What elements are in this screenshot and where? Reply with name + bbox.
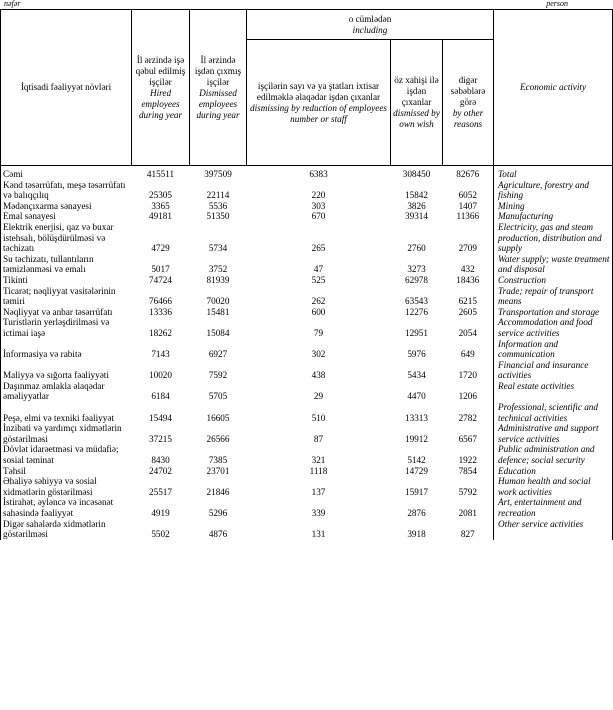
other-reasons-value: 432 xyxy=(460,264,475,275)
activity-name-en: Human health and social work activities xyxy=(494,476,613,497)
other-reasons-value: 7854 xyxy=(458,465,477,476)
other-reasons-value: 82676 xyxy=(456,169,480,179)
table-row xyxy=(1,317,613,338)
table-row xyxy=(1,360,613,381)
activity-name-en: Other service activities xyxy=(494,519,613,540)
header-other-en: by other reasons xyxy=(452,108,484,129)
reduction-value: 438 xyxy=(311,370,326,381)
header-including-az: o cümlədən xyxy=(348,13,392,24)
table-row xyxy=(1,519,613,540)
reduction-value: 47 xyxy=(313,264,324,275)
reduction-value: 303 xyxy=(311,200,326,211)
reduction-value: 510 xyxy=(311,412,326,423)
header-activity-az: İqtisadi fəaliyyət növləri xyxy=(1,10,132,166)
header-hired xyxy=(132,10,190,166)
activity-name-en: Information and communication xyxy=(494,339,613,360)
table-row xyxy=(1,254,613,275)
header-reduction xyxy=(247,40,391,166)
table-header xyxy=(1,10,613,166)
activity-name-az: Dövlət idarəetməsi və müdafiə; sosial təminat xyxy=(1,444,132,465)
hired-value: 10020 xyxy=(149,370,172,381)
header-dismissed-en: Dismissed employees during year xyxy=(196,87,240,120)
header-other xyxy=(443,40,494,166)
reduction-value: 525 xyxy=(311,274,326,285)
activity-name-en: Manufacturing xyxy=(494,211,613,222)
table-row xyxy=(1,476,613,497)
hired-value: 76466 xyxy=(149,296,172,307)
other-reasons-value: 6567 xyxy=(458,433,477,444)
dismissed-value: 15084 xyxy=(206,327,230,338)
reduction-value: 220 xyxy=(311,190,326,201)
dismissed-value: 5734 xyxy=(208,243,228,254)
activity-name-az: İstirahət, əyləncə və incəsənət sahəsində fəaliyyət xyxy=(1,497,132,518)
reduction-value: 137 xyxy=(311,486,326,497)
activity-name-en: Accommodation and food service activities xyxy=(494,317,613,338)
own-wish-value: 308450 xyxy=(402,169,431,179)
hired-value: 415511 xyxy=(146,169,175,179)
unit-label-az: nəfər xyxy=(4,0,21,8)
dismissed-value: 22114 xyxy=(206,190,230,201)
header-activity-en-text: Economic activity xyxy=(519,82,587,92)
header-reduction-az: işçilərin sayı və ya ştatları ixtisar edilməklə əlaqədar işdən çıxanlar xyxy=(256,80,381,102)
own-wish-value: 63543 xyxy=(405,296,428,307)
reduction-value: 29 xyxy=(313,391,324,402)
other-reasons-value: 6215 xyxy=(458,296,477,307)
hired-value: 3365 xyxy=(151,200,170,211)
own-wish-value: 5142 xyxy=(407,455,426,466)
own-wish-value: 3826 xyxy=(407,200,426,211)
employment-turnover-table xyxy=(0,9,613,540)
table-row xyxy=(1,222,613,254)
header-including xyxy=(247,10,494,40)
other-reasons-value: 2054 xyxy=(458,327,477,338)
activity-name-en: Public administration and defence; social security xyxy=(494,444,613,465)
dismissed-value: 16605 xyxy=(206,412,230,423)
other-reasons-value: 649 xyxy=(460,349,475,360)
own-wish-value: 39314 xyxy=(405,211,428,222)
header-own-wish xyxy=(391,40,443,166)
other-reasons-value: 827 xyxy=(460,529,475,540)
other-reasons-value: 1206 xyxy=(458,391,477,402)
activity-name-en: Total xyxy=(494,166,613,180)
activity-name-az: Əhaliyə səhiyyə və sosial xidmətlərin göstərilməsi xyxy=(1,476,132,497)
dismissed-value: 15481 xyxy=(206,306,230,317)
hired-value: 4919 xyxy=(151,508,170,518)
header-hired-az: İl ərzində işə qəbul edilmiş işçilər xyxy=(135,54,186,87)
header-reduction-en: dismissing by reduction of employees number or staff xyxy=(250,102,387,124)
header-hired-en: Hired employees during year xyxy=(138,87,183,120)
other-reasons-value: 6052 xyxy=(458,190,477,201)
own-wish-value: 4470 xyxy=(407,391,426,402)
other-reasons-value: 2709 xyxy=(458,243,477,254)
dismissed-value: 51350 xyxy=(206,211,230,222)
activity-name-az: Ticarət; nəqliyyat vasitələrinin təmiri xyxy=(1,286,132,307)
own-wish-value: 62978 xyxy=(405,274,428,285)
activity-name-en: Professional, scientific and technical activities xyxy=(494,402,613,423)
dismissed-value: 70020 xyxy=(206,296,230,307)
activity-name-en: Art, entertainment and recreation xyxy=(494,497,613,518)
header-own-wish-en: dismissed by own wish xyxy=(393,108,440,129)
reduction-value: 131 xyxy=(311,529,326,540)
table-row xyxy=(1,307,613,318)
header-dismissed-az: İl ərzində işdən çıxmış işçilər xyxy=(194,54,242,87)
table-row xyxy=(1,166,613,180)
dismissed-value: 81939 xyxy=(206,274,230,285)
table-row xyxy=(1,444,613,465)
dismissed-value: 6927 xyxy=(208,349,228,360)
table-row xyxy=(1,201,613,212)
hired-value: 25517 xyxy=(149,486,172,497)
activity-name-az: Su təchizatı, tullantıların təmizlənməsi və emalı xyxy=(1,254,132,275)
other-reasons-value: 18436 xyxy=(456,274,480,285)
reduction-value: 1118 xyxy=(309,465,328,476)
activity-name-en: Trade; repair of transport means xyxy=(494,286,613,307)
unit-label-en: person xyxy=(546,0,568,8)
hired-value: 24702 xyxy=(149,465,172,476)
dismissed-value: 4876 xyxy=(208,529,228,540)
own-wish-value: 14729 xyxy=(405,465,428,476)
reduction-value: 302 xyxy=(311,349,326,360)
activity-name-az: Mədənçıxarma sənayesi xyxy=(1,201,132,212)
activity-name-en: Water supply; waste treatment and disposal xyxy=(494,254,613,275)
header-activity-en xyxy=(494,10,613,166)
dismissed-value: 7592 xyxy=(208,370,228,381)
own-wish-value: 13313 xyxy=(405,412,428,423)
reduction-value: 79 xyxy=(313,327,324,338)
hired-value: 8430 xyxy=(151,455,170,466)
table-row xyxy=(1,275,613,286)
activity-name-az: Peşə, elmi və texniki fəaliyyət xyxy=(1,402,132,423)
hired-value: 15494 xyxy=(149,412,172,423)
activity-name-az: Təhsil xyxy=(1,466,132,477)
activity-name-az: Cəmi xyxy=(1,166,132,180)
own-wish-value: 5976 xyxy=(407,349,426,360)
table-row xyxy=(1,497,613,518)
dismissed-value: 23701 xyxy=(206,465,230,476)
reduction-value: 265 xyxy=(311,243,326,254)
reduction-value: 262 xyxy=(311,296,326,307)
table-row xyxy=(1,339,613,360)
activity-name-en: Agriculture, forestry and fishing xyxy=(494,180,613,201)
activity-name-az: Kənd təsərrüfatı, meşə təsərrüfatı və balıqçılıq xyxy=(1,180,132,201)
dismissed-value: 397509 xyxy=(204,169,232,179)
activity-name-az: Maliyyə və sığorta fəaliyyəti xyxy=(1,360,132,381)
own-wish-value: 15842 xyxy=(405,190,428,201)
activity-name-en: Real estate activities xyxy=(494,381,613,402)
header-other-az: digər səbəblərə görə xyxy=(450,75,486,107)
other-reasons-value: 1720 xyxy=(458,370,477,381)
hired-value: 5017 xyxy=(151,264,170,275)
hired-value: 37215 xyxy=(149,433,172,444)
table-row xyxy=(1,211,613,222)
own-wish-value: 12276 xyxy=(405,306,428,317)
reduction-value: 87 xyxy=(313,433,324,444)
table-row xyxy=(1,423,613,444)
own-wish-value: 19912 xyxy=(405,433,428,444)
other-reasons-value: 1407 xyxy=(458,200,477,211)
header-including-en: including xyxy=(352,24,388,35)
dismissed-value: 3752 xyxy=(208,264,228,275)
table-row xyxy=(1,180,613,201)
dismissed-value: 5296 xyxy=(208,508,228,518)
activity-name-az: Nəqliyyat və anbar təsərrüfatı xyxy=(1,307,132,318)
own-wish-value: 5434 xyxy=(407,370,426,381)
other-reasons-value: 5792 xyxy=(458,486,477,497)
table-row xyxy=(1,381,613,402)
own-wish-value: 12951 xyxy=(405,327,428,338)
activity-name-en: Financial and insurance activities xyxy=(494,360,613,381)
own-wish-value: 15917 xyxy=(405,486,428,497)
own-wish-value: 3273 xyxy=(407,264,426,275)
activity-name-az: Tikinti xyxy=(1,275,132,286)
hired-value: 6184 xyxy=(151,391,170,402)
dismissed-value: 5705 xyxy=(208,391,228,402)
activity-name-en: Mining xyxy=(494,201,613,212)
activity-name-az: Daşınmaz əmlakla əlaqədar əməliyyatlar xyxy=(1,381,132,402)
table-body xyxy=(1,166,613,540)
other-reasons-value: 1922 xyxy=(458,455,477,466)
reduction-value: 321 xyxy=(311,455,326,466)
own-wish-value: 2760 xyxy=(407,243,426,254)
table-row xyxy=(1,466,613,477)
other-reasons-value: 2782 xyxy=(458,412,477,423)
hired-value: 13336 xyxy=(149,306,172,317)
activity-name-az: Elektrik enerjisi, qaz və buxar istehsalı, bölüşdürülməsi və təchizatı xyxy=(1,222,132,254)
own-wish-value: 3918 xyxy=(407,529,426,540)
hired-value: 18262 xyxy=(149,327,172,338)
hired-value: 7143 xyxy=(151,349,170,360)
dismissed-value: 7385 xyxy=(208,455,228,466)
dismissed-value: 26566 xyxy=(206,433,230,444)
activity-name-az: Digər sahələrdə xidmətlərin göstərilməsi xyxy=(1,519,132,540)
reduction-value: 600 xyxy=(311,306,326,317)
hired-value: 49181 xyxy=(149,211,172,222)
activity-name-az: Emal sənayesi xyxy=(1,211,132,222)
own-wish-value: 2876 xyxy=(407,508,426,518)
hired-value: 5502 xyxy=(151,529,170,540)
activity-name-en: Education xyxy=(494,466,613,477)
activity-name-en: Transportation and storage xyxy=(494,307,613,318)
activity-name-en: Administrative and support service activities xyxy=(494,423,613,444)
other-reasons-value: 2081 xyxy=(458,508,477,518)
other-reasons-value: 2605 xyxy=(458,306,477,317)
hired-value: 4729 xyxy=(151,243,170,254)
dismissed-value: 5536 xyxy=(208,200,228,211)
dismissed-value: 21846 xyxy=(206,486,230,497)
reduction-value: 6383 xyxy=(309,169,328,179)
activity-name-az: Turistlərin yerləşdirilməsi və ictimai iaşə xyxy=(1,317,132,338)
header-dismissed xyxy=(190,10,247,166)
table-row xyxy=(1,286,613,307)
header-own-wish-az: öz xahişi ilə işdən çıxanlar xyxy=(394,75,439,107)
activity-name-en: Electricity, gas and steam production, distribution and supply xyxy=(494,222,613,254)
reduction-value: 339 xyxy=(311,508,326,518)
activity-name-en: Construction xyxy=(494,275,613,286)
reduction-value: 670 xyxy=(311,211,326,222)
activity-name-az: İnformasiya və rabitə xyxy=(1,339,132,360)
table-row xyxy=(1,402,613,423)
hired-value: 74724 xyxy=(149,274,172,285)
other-reasons-value: 11366 xyxy=(456,211,480,222)
activity-name-az: İnzibati və yardımçı xidmətlərin göstərilməsi xyxy=(1,423,132,444)
hired-value: 25305 xyxy=(149,190,172,201)
